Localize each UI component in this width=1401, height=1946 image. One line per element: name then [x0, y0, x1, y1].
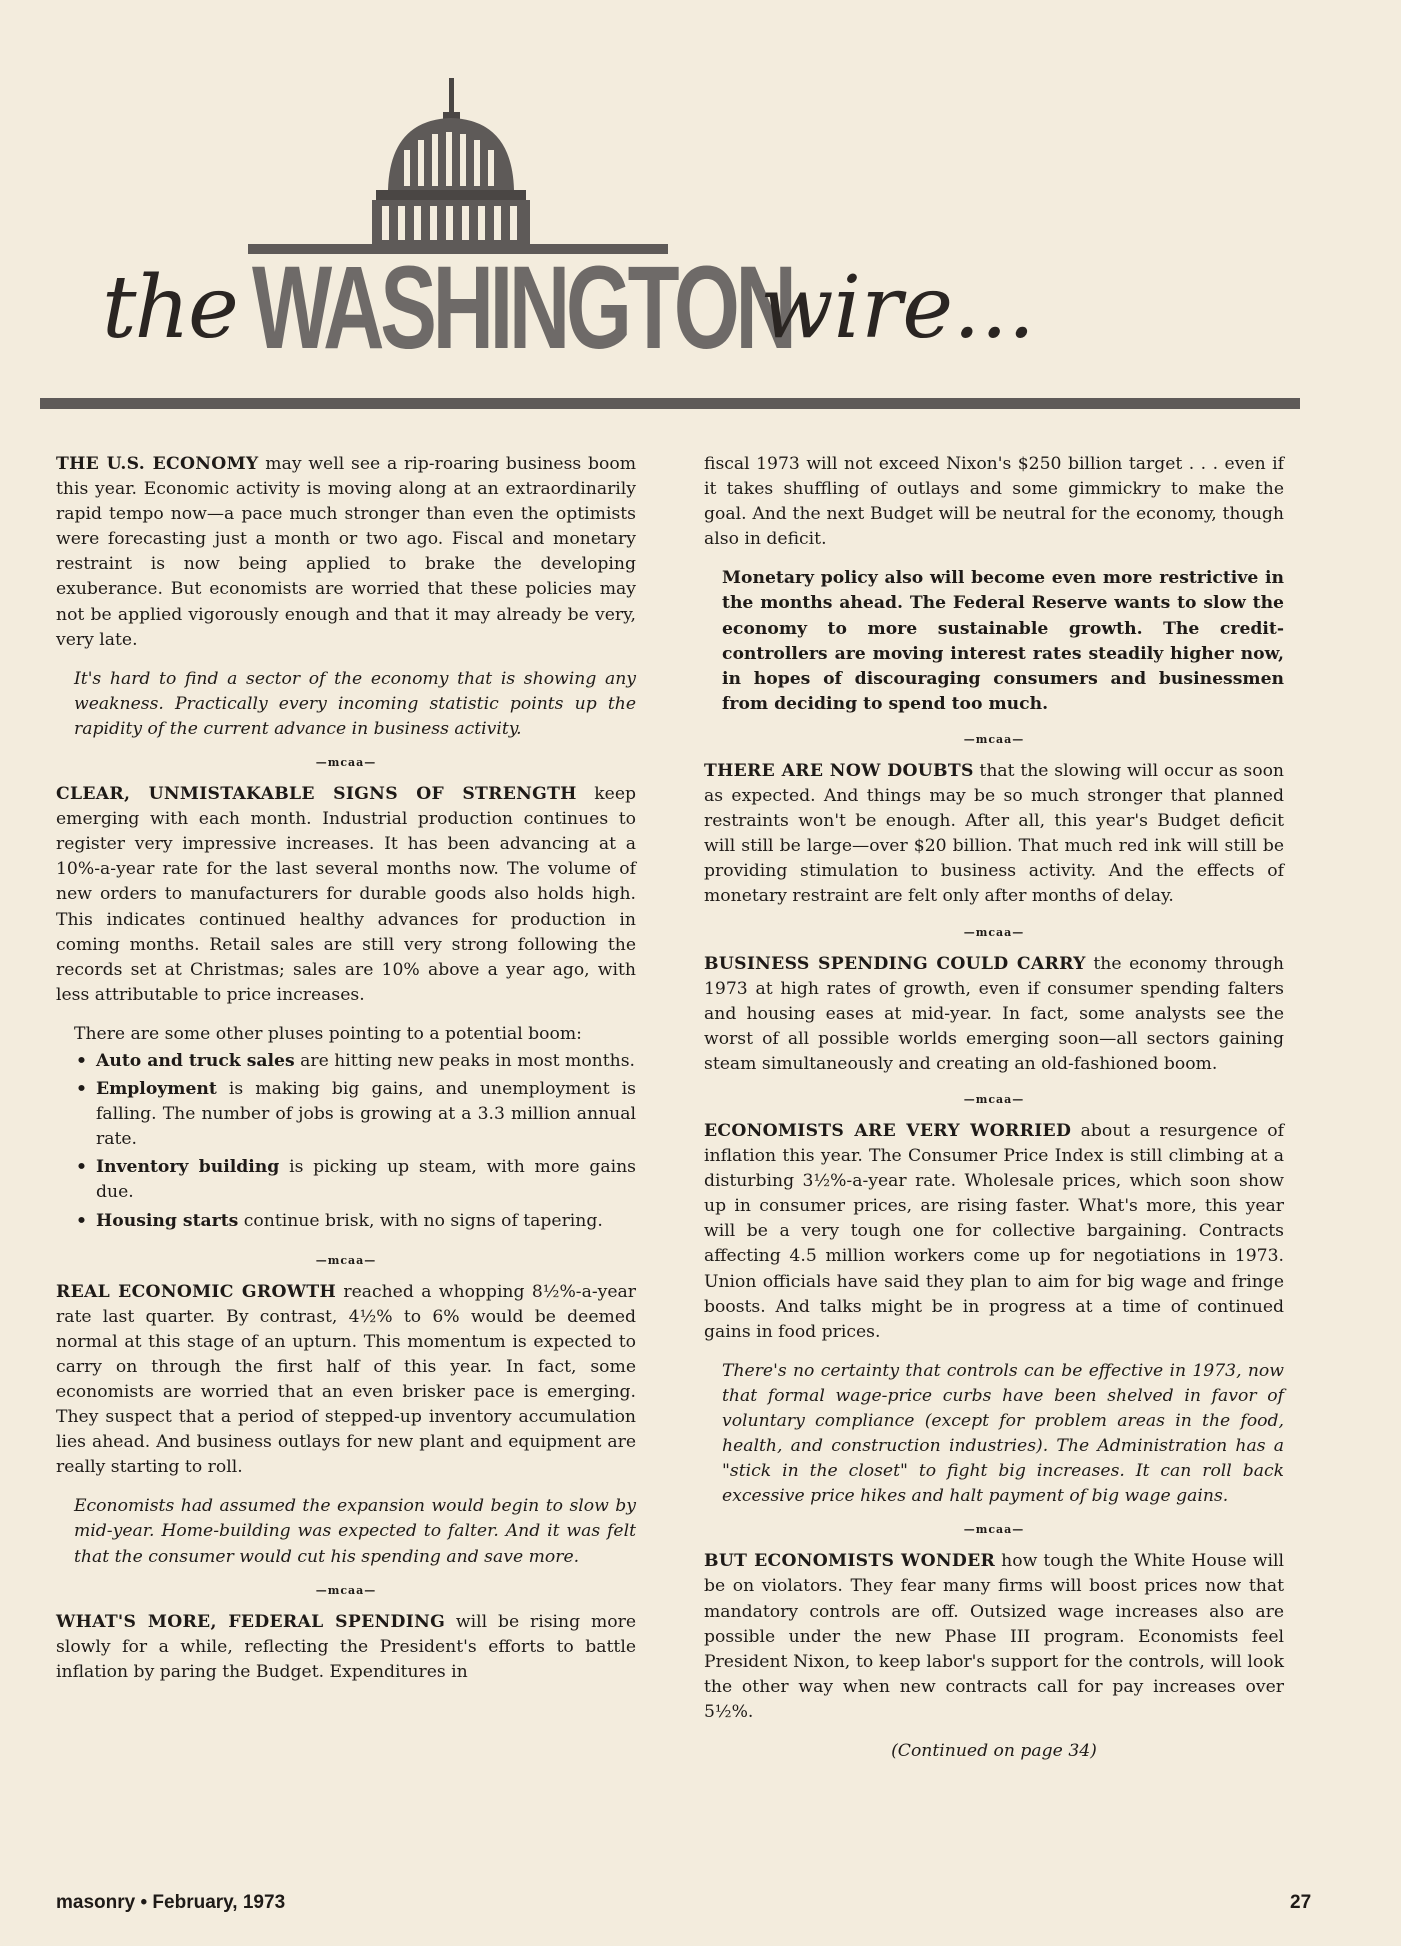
list-item [74, 1209, 636, 1234]
paragraph-real-growth [56, 1280, 636, 1481]
lead-business-spending: BUSINESS SPENDING COULD CARRY [704, 953, 1086, 974]
lead-economists-worried: ECONOMISTS ARE VERY WORRIED [704, 1120, 1072, 1141]
continued-note: (Continued on page 34) [891, 1741, 1097, 1762]
pluses-intro: There are some other pluses pointing to a potential boom: [74, 1023, 582, 1044]
masthead-the: the [102, 258, 237, 358]
text-economists-worried: about a resurgence of inflation this year. The Consumer Price Index is still climbing at a disturbing 3½%-a-year rate. Wholesale prices, which soon show up in consumer prices, are rising faster. What's more, this year will be a very tough one for collective bargaining. Contracts affecting 4.5 million workers come up for negotiations in 1973. Union officials have said they plan to aim for big wage and fringe boosts. And talks might be in progress at a time of continued gains in food prices. [704, 1120, 1285, 1342]
bullet-term: Housing starts [96, 1210, 239, 1231]
left-column [56, 452, 636, 1699]
section-separator: —mcaa— [963, 925, 1025, 939]
bullet-text: continue brisk, with no signs of tapering. [238, 1210, 603, 1231]
section-separator: —mcaa— [963, 1092, 1025, 1106]
section-separator: —mcaa— [315, 1253, 377, 1267]
list-item [74, 1155, 636, 1205]
lead-us-economy: THE U.S. ECONOMY [56, 454, 259, 474]
bullet-text: are hitting new peaks in most months. [294, 1050, 636, 1071]
bullet-term: Employment [96, 1079, 217, 1100]
masthead-washington: WASHINGTON [252, 242, 793, 374]
footer-publication: masonry • February, 1973 [56, 1892, 286, 1913]
text-federal-spending: will be rising more slowly for a while, reflecting the President's efforts to battle inflation by paring the Budget. Expenditures in [56, 1611, 636, 1682]
paragraph-doubts [704, 759, 1284, 910]
paragraph-federal-spending [56, 1610, 636, 1685]
bold-note-monetary-policy: Monetary policy also will become even more restrictive in the months ahead. The Federal Reserve wants to slow the economy to more sustainable growth. The credit-controllers are moving interest rates steadily higher now, in hopes of discouraging consumers and businessmen from deciding to spend too much. [722, 568, 1284, 714]
paragraph-economists-worried [704, 1119, 1284, 1345]
masthead [0, 0, 1401, 420]
text-business-spending: the economy through 1973 at high rates of growth, even if consumer spending falters and housing eases at mid-year. In fact, some analysts see the worst of all possible worlds emerging soon—all sectors gaining steam simultaneously and creating an old-fashioned boom. [704, 953, 1285, 1074]
lead-signs-of-strength: CLEAR, UNMISTAKABLE SIGNS OF STRENGTH [56, 784, 577, 805]
list-item [74, 1049, 636, 1074]
bullet-text: is making big gains, and unemployment is falling. The number of jobs is growing at a 3.3 million annual rate. [96, 1079, 636, 1150]
page-number: 27 [1290, 1892, 1312, 1913]
masthead-wire: wire... [760, 258, 1036, 358]
paragraph-signs-of-strength [56, 782, 636, 1008]
bullet-term: Auto and truck sales [96, 1050, 295, 1071]
lead-real-growth: REAL ECONOMIC GROWTH [56, 1281, 336, 1302]
list-item [74, 1077, 636, 1152]
italic-note-expansion: Economists had assumed the expansion would begin to slow by mid-year. Home-building was expected to falter. And it was felt that the consumer would cut his spending and save more. [74, 1496, 636, 1567]
section-separator: —mcaa— [963, 732, 1025, 746]
lead-doubts: THERE ARE NOW DOUBTS [704, 760, 974, 781]
paragraph-economists-wonder [704, 1549, 1284, 1725]
paragraph-business-spending [704, 952, 1284, 1077]
section-separator: —mcaa— [315, 756, 377, 770]
lead-economists-wonder: BUT ECONOMISTS WONDER [704, 1551, 996, 1572]
right-column [704, 452, 1284, 1778]
section-separator: —mcaa— [315, 1583, 377, 1597]
bullet-term: Inventory building [96, 1157, 280, 1178]
paragraph-us-economy [56, 452, 636, 653]
text-economists-wonder: how tough the White House will be on violators. They fear many firms will boost prices now that mandatory controls are off. Outsized wage increases also are possible under the new Phase III program. Economists feel President Nixon, to keep labor's support for the controls, will look the other way when new contracts call for pay increases over 5½%. [704, 1551, 1284, 1722]
lead-federal-spending: WHAT'S MORE, FEDERAL SPENDING [56, 1611, 446, 1632]
pluses-list [74, 1049, 636, 1234]
paragraph-fiscal-1973: fiscal 1973 will not exceed Nixon's $250 billion target . . . even if it takes shuffling of outlays and some gimmickry to make the goal. And the next Budget will be neutral for the economy, though also in deficit. [704, 454, 1284, 550]
text-signs-of-strength: keep emerging with each month. Industrial production continues to register very impressive increases. It has been advancing at a 10%-a-year rate for the last several months now. The volume of new orders to manufacturers for durable goods also holds high. This indicates continued healthy advances for production in coming months. Retail sales are still very strong following the records set at Christmas; sales are 10% above a year ago, with less attributable to price increases. [56, 784, 636, 1005]
text-doubts: that the slowing will occur as soon as expected. And things may be so much stronger that planned restraints won't be enough. After all, this year's Budget deficit will still be large—over $20 billion. That much red ink will still be providing stimulation to business activity. And the effects of monetary restraint are felt only after months of delay. [704, 760, 1284, 907]
bullet-text: is picking up steam, with more gains due. [96, 1157, 636, 1203]
section-separator: —mcaa— [963, 1523, 1025, 1537]
text-real-growth: reached a whopping 8½%-a-year rate last quarter. By contrast, 4½% to 6% would be deemed normal at this stage of an upturn. This momentum is expected to carry on through the first half of this year. In fact, some economists are worried that an even brisker pace is emerging. They suspect that a period of stepped-up inventory accumulation lies ahead. And business outlays for new plant and equipment are really starting to roll. [56, 1281, 636, 1478]
text-us-economy: may well see a rip-roaring business boom this year. Economic activity is moving along at an extraordinarily rapid tempo now—a pace much stronger than even the optimists were forecasting just a month or two ago. Fiscal and monetary restraint is now being applied to brake the developing exuberance. But economists are worried that these policies may not be applied vigorously enough and that it may already be very, very late. [56, 454, 637, 650]
italic-note-controls: There's no certainty that controls can be effective in 1973, now that formal wage-price curbs have been shelved in favor of voluntary compliance (except for problem areas in the food, health, and construction industries). The Administration has a "stick in the closet" to fight big increases. It can roll back excessive price hikes and halt payment of big wage gains. [722, 1360, 1284, 1507]
italic-note-sector: It's hard to find a sector of the economy that is showing any weakness. Practically every incoming statistic points up the rapidity of the current advance in business activity. [74, 668, 636, 739]
